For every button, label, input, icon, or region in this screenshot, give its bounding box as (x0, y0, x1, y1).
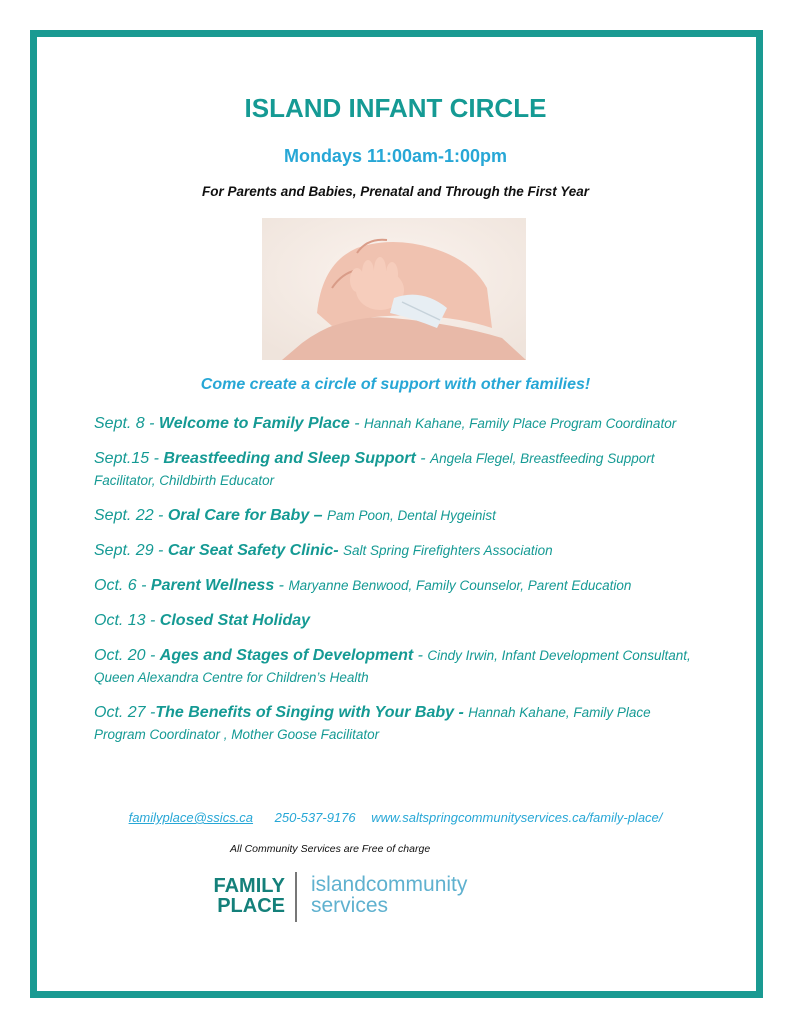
page-title: ISLAND INFANT CIRCLE (244, 93, 547, 123)
session-list (94, 413, 704, 759)
schedule-time: Mondays 11:00am-1:00pm (283, 146, 508, 166)
session-date: Oct. 27 (94, 704, 146, 721)
session-topic: Parent Wellness (150, 577, 275, 594)
island-community-services-logo (311, 874, 467, 916)
session-presenter: Hannah Kahane, Family Place Program Coordinator (364, 416, 677, 431)
website-link[interactable]: www.saltspringcommunityservices.ca/family-place/ (371, 810, 663, 825)
session-topic: Oral Care for Baby (167, 507, 310, 524)
logo-divider (295, 872, 297, 922)
session-topic: Breastfeeding and Sleep Support (163, 450, 416, 467)
session-date: Oct. 6 (94, 577, 137, 594)
baby-hand-in-adult-hands-icon (262, 218, 526, 360)
session-item: Sept. 29 - Car Seat Safety Clinic- Salt Spring Firefighters Association (94, 542, 553, 559)
session-topic: The Benefits of Singing with Your Baby (155, 704, 455, 721)
family-place-logo-line2: PLACE (217, 895, 285, 917)
session-item: Oct. 13 - Closed Stat Holiday (94, 612, 311, 629)
ics-logo-line2: services (311, 894, 389, 917)
session-presenter: Pam Poon, Dental Hygeinist (327, 508, 496, 523)
call-to-action: Come create a circle of support with other families! (200, 376, 591, 393)
contact-line (0, 810, 791, 825)
session-date: Sept. 22 (94, 507, 154, 524)
session-item: Oct. 27 -The Benefits of Singing with Your Baby - Hannah Kahane, Family Place Program Coordinator , Mother Goose Facilitator (94, 704, 651, 742)
session-item: Oct. 20 - Ages and Stages of Development - Cindy Irwin, Infant Development Consultant, Queen Alexandra Centre for Children’s Health (94, 647, 691, 685)
session-item: Sept.15 - Breastfeeding and Sleep Support - Angela Flegel, Breastfeeding Support Facilitator, Childbirth Educator (94, 450, 655, 488)
session-presenter: Hannah Kahane, Family Place Program Coordinator , Mother Goose Facilitator (94, 705, 651, 742)
session-presenter: Maryanne Benwood, Family Counselor, Parent Education (288, 578, 632, 593)
session-topic: Welcome to Family Place (158, 415, 350, 432)
session-item: Sept. 22 - Oral Care for Baby – Pam Poon, Dental Hygeinist (94, 507, 496, 524)
session-presenter: Salt Spring Firefighters Association (343, 543, 553, 558)
family-place-logo-line1: FAMILY (213, 875, 285, 897)
session-presenter: Angela Flegel, Breastfeeding Support Facilitator, Childbirth Educator (94, 451, 655, 488)
session-topic: Ages and Stages of Development (159, 647, 414, 664)
audience-tagline: For Parents and Babies, Prenatal and Through the First Year (201, 184, 590, 199)
session-date: Sept. 8 (94, 415, 145, 432)
session-topic: Closed Stat Holiday (159, 612, 311, 629)
session-date: Oct. 20 (94, 647, 146, 664)
session-date: Sept. 29 (94, 542, 154, 559)
session-date: Sept.15 (94, 450, 150, 467)
baby-hand-photo (262, 218, 526, 360)
phone-number: 250-537-9176 (274, 810, 356, 825)
ics-logo-line1: islandcommunity (311, 873, 468, 896)
session-date: Oct. 13 (94, 612, 146, 629)
session-topic: Car Seat Safety Clinic- (167, 542, 339, 559)
session-item: Sept. 8 - Welcome to Family Place - Hannah Kahane, Family Place Program Coordinator (94, 415, 677, 432)
email-link[interactable]: familyplace@ssics.ca (128, 810, 254, 825)
session-presenter: Cindy Irwin, Infant Development Consultant, Queen Alexandra Centre for Children’s Health (94, 648, 691, 685)
session-item: Oct. 6 - Parent Wellness - Maryanne Benwood, Family Counselor, Parent Education (94, 577, 632, 594)
family-place-logo (195, 876, 285, 916)
free-notice: All Community Services are Free of charge (230, 843, 431, 855)
